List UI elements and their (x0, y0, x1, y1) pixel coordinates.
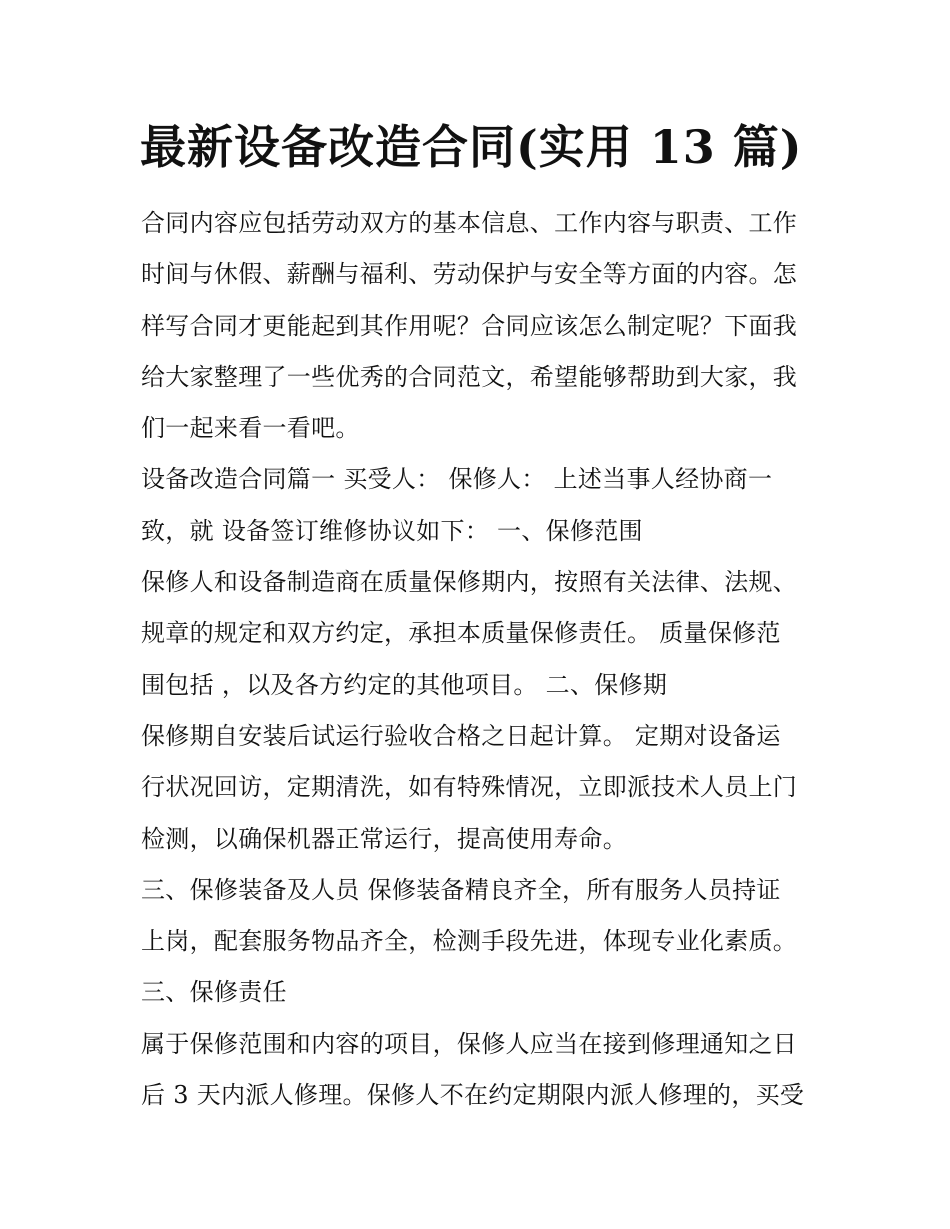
body-line: 给大家整理了一些优秀的合同范文，希望能够帮助到大家，我 (141, 362, 798, 391)
body-line: 保修人和设备制造商在质量保修期内，按照有关法律、法规、 (141, 568, 798, 597)
body-line: 致，就 设备签订维修协议如下： 一、保修范围 (141, 516, 643, 545)
body-line: 三、保修责任 (141, 978, 287, 1007)
document-title: 最新设备改造合同(实用 13 篇) (140, 120, 803, 174)
body-line: 时间与休假、薪酬与福利、劳动保护与安全等方面的内容。怎 (141, 260, 798, 289)
body-line: 合同内容应包括劳动双方的基本信息、工作内容与职责、工作 (141, 209, 798, 237)
body-line: 上岗，配套服务物品齐全，检测手段先进，体现专业化素质。 (141, 927, 798, 956)
body-line: 设备改造合同篇一 买受人： 保修人： 上述当事人经协商一 (141, 465, 773, 494)
body-line: 们一起来看一看吧。 (141, 414, 360, 443)
body-line: 行状况回访，定期清洗，如有特殊情况，立即派技术人员上门 (141, 773, 798, 802)
body-line: 围包括 ，以及各方约定的其他项目。 二、保修期 (141, 670, 668, 699)
body-line: 三、保修装备及人员 保修装备精良齐全，所有服务人员持证 (141, 875, 781, 904)
body-line: 后 3 天内派人修理。保修人不在约定期限内派人修理的，买受 (141, 1081, 805, 1110)
body-line: 规章的规定和双方约定，承担本质量保修责任。 质量保修范 (141, 619, 781, 648)
body-line: 属于保修范围和内容的项目，保修人应当在接到修理通知之日 (141, 1029, 798, 1058)
body-line: 保修期自安装后试运行验收合格之日起计算。 定期对设备运 (141, 721, 781, 750)
body-line: 样写合同才更能起到其作用呢？合同应该怎么制定呢？下面我 (141, 311, 798, 340)
body-line: 检测，以确保机器正常运行，提高使用寿命。 (141, 824, 627, 853)
document-body (141, 198, 841, 1121)
